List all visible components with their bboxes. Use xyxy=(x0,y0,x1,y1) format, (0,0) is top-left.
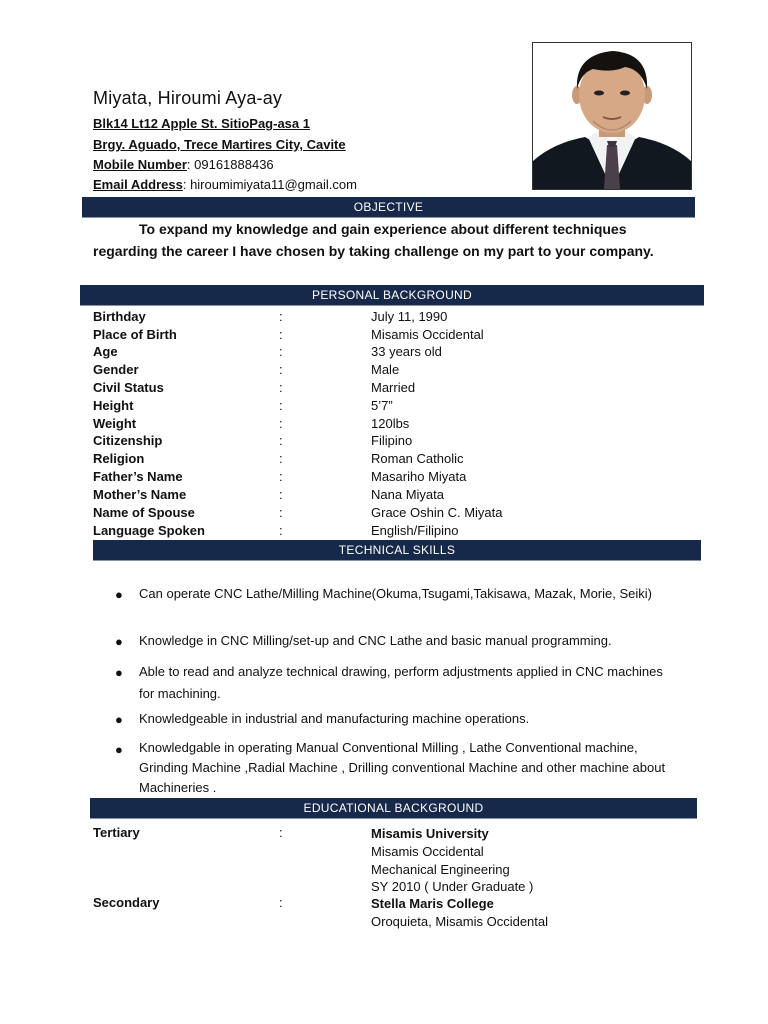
mobile-number xyxy=(93,157,274,172)
row-value: Roman Catholic xyxy=(371,451,464,466)
row-separator: : xyxy=(279,309,283,324)
row-label: Citizenship xyxy=(93,433,163,448)
row-value: English/Filipino xyxy=(371,523,459,538)
row-value: Filipino xyxy=(371,433,413,448)
tertiary-school: Misamis University xyxy=(371,826,489,841)
educational-background-heading: EDUCATIONAL BACKGROUND xyxy=(90,798,697,818)
row-label: Height xyxy=(93,398,134,413)
secondary-separator: : xyxy=(279,895,283,910)
row-value: July 11, 1990 xyxy=(371,309,448,324)
tertiary-year: SY 2010 ( Under Graduate ) xyxy=(371,879,534,895)
secondary-school: Stella Maris College xyxy=(371,896,494,911)
personal-row xyxy=(93,433,653,451)
row-value: 5’7” xyxy=(371,398,393,413)
bullet-icon: ● xyxy=(115,587,123,602)
row-label: Civil Status xyxy=(93,380,164,395)
tertiary-separator: : xyxy=(279,825,283,840)
address-line-2: Brgy. Aguado, Trece Martires City, Cavite xyxy=(93,137,346,152)
email-label: Email Address xyxy=(93,177,183,192)
row-separator: : xyxy=(279,487,283,502)
objective-text xyxy=(93,218,663,262)
bullet-icon: ● xyxy=(115,742,123,757)
personal-row xyxy=(93,469,653,487)
tertiary-details xyxy=(371,825,533,896)
row-value: Grace Oshin C. Miyata xyxy=(371,505,503,520)
row-label: Weight xyxy=(93,416,137,431)
row-label: Language Spoken xyxy=(93,523,205,538)
personal-row xyxy=(93,416,653,434)
email-address xyxy=(93,177,357,192)
row-separator: : xyxy=(279,433,283,448)
row-label: Religion xyxy=(93,451,145,466)
row-label: Birthday xyxy=(93,309,146,324)
skill-item: Knowledgeable in industrial and manufacturing machine operations. xyxy=(139,711,530,726)
row-label: Age xyxy=(93,344,118,359)
secondary-details xyxy=(371,895,548,931)
mobile-label: Mobile Number xyxy=(93,157,187,172)
row-value: Misamis Occidental xyxy=(371,327,484,342)
tertiary-label: Tertiary xyxy=(93,825,140,840)
skill-item: Can operate CNC Lathe/Milling Machine(Okuma,Tsugami,Takisawa, Mazak, Morie, Seiki) xyxy=(139,586,652,601)
row-separator: : xyxy=(279,362,283,377)
objective-heading: OBJECTIVE xyxy=(82,197,695,217)
secondary-location: Oroquieta, Misamis Occidental xyxy=(371,913,549,929)
row-separator: : xyxy=(279,451,283,466)
row-label: Father’s Name xyxy=(93,469,183,484)
objective-body: To expand my knowledge and gain experience about different techniques regarding the career I have chosen by taking challenge on my part to your company. xyxy=(93,221,654,259)
address-line-1: Blk14 Lt12 Apple St. SitioPag-asa 1 xyxy=(93,116,310,131)
secondary-label: Secondary xyxy=(93,895,160,910)
person-photo-icon xyxy=(533,43,691,189)
row-separator: : xyxy=(279,344,283,359)
personal-row xyxy=(93,327,653,345)
row-separator: : xyxy=(279,505,283,520)
skill-item: Able to read and analyze technical drawing, perform adjustments applied in CNC machines for machining. xyxy=(139,664,663,701)
bullet-icon: ● xyxy=(115,712,123,727)
row-value: Male xyxy=(371,362,400,377)
skill-item: Knowledge in CNC Milling/set-up and CNC Lathe and basic manual programming. xyxy=(139,633,612,648)
mobile-value: : 09161888436 xyxy=(186,157,274,172)
row-label: Mother’s Name xyxy=(93,487,187,502)
personal-row xyxy=(93,523,653,541)
row-label: Place of Birth xyxy=(93,327,177,342)
personal-row xyxy=(93,451,653,469)
row-separator: : xyxy=(279,523,283,538)
bullet-icon: ● xyxy=(115,634,123,649)
personal-background-heading: PERSONAL BACKGROUND xyxy=(80,285,704,305)
technical-skills-heading: TECHNICAL SKILLS xyxy=(93,540,701,560)
bullet-icon: ● xyxy=(115,665,123,680)
personal-row xyxy=(93,398,653,416)
personal-row xyxy=(93,309,653,327)
tertiary-location: Misamis Occidental xyxy=(371,843,484,859)
row-value: Masariho Miyata xyxy=(371,469,467,484)
applicant-name: Miyata, Hiroumi Aya-ay xyxy=(93,88,283,108)
personal-row xyxy=(93,487,653,505)
row-value: 120lbs xyxy=(371,416,410,431)
tertiary-course: Mechanical Engineering xyxy=(371,861,510,877)
row-separator: : xyxy=(279,380,283,395)
personal-row xyxy=(93,380,653,398)
personal-row xyxy=(93,362,653,380)
row-separator: : xyxy=(279,416,283,431)
row-value: Married xyxy=(371,380,416,395)
row-separator: : xyxy=(279,398,283,413)
profile-photo xyxy=(532,42,692,190)
row-value: 33 years old xyxy=(371,344,442,359)
skill-item: Knowledgable in operating Manual Conventional Milling , Lathe Conventional machine, Grinding Machine ,Radial Machine , Drilling conventional Machine and other machine about Machineries . xyxy=(139,740,666,795)
row-label: Name of Spouse xyxy=(93,505,195,520)
row-separator: : xyxy=(279,469,283,484)
personal-row xyxy=(93,505,653,523)
email-value: : hiroumimiyata11@gmail.com xyxy=(182,177,357,192)
row-value: Nana Miyata xyxy=(371,487,444,502)
row-label: Gender xyxy=(93,362,139,377)
personal-row xyxy=(93,344,653,362)
row-separator: : xyxy=(279,327,283,342)
